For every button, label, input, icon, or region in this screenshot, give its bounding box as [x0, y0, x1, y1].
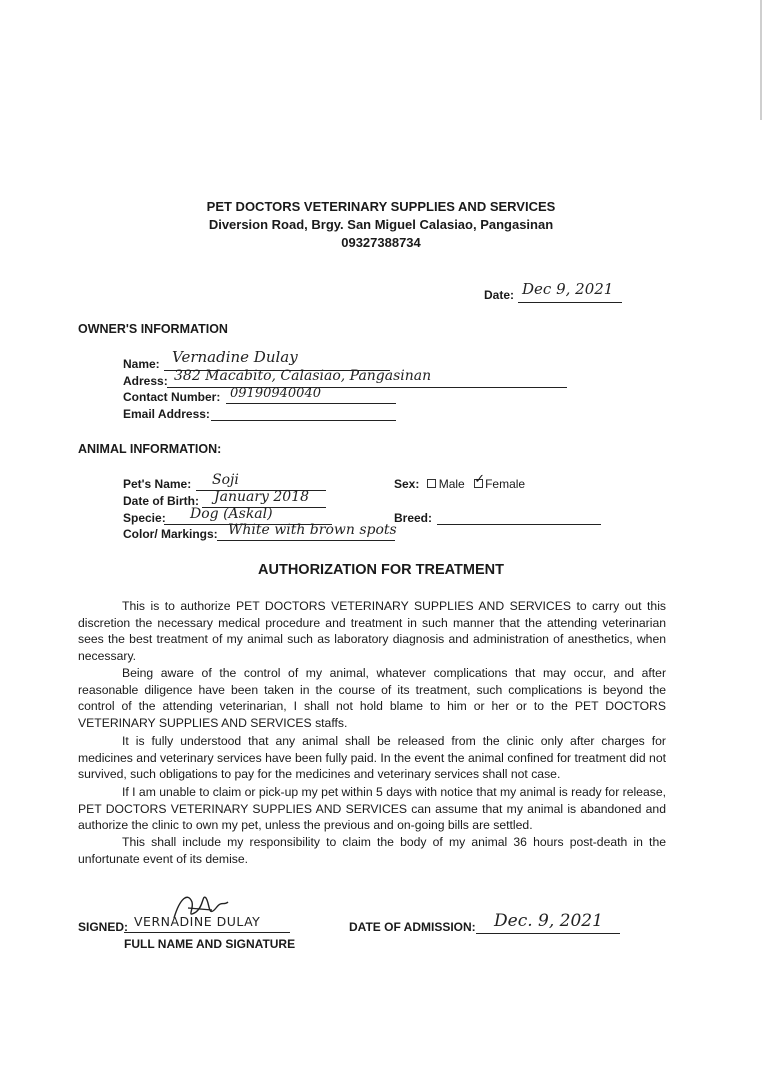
owner-email-label: Email Address: — [123, 407, 210, 421]
owner-contact-line — [226, 403, 396, 404]
owner-address-value: 382 Macabito, Calasiao, Pangasinan — [174, 368, 432, 384]
date-line — [518, 302, 622, 303]
signature-caption: FULL NAME AND SIGNATURE — [124, 937, 296, 951]
date-value: Dec 9, 2021 — [522, 280, 614, 298]
sex-female-label: Female — [485, 477, 526, 491]
authorization-paragraph-5: This shall include my responsibility to claim the body of my animal 36 hours post-death in the unfortunate event of its demise. — [78, 835, 666, 866]
authorization-title: AUTHORIZATION FOR TREATMENT — [258, 562, 504, 578]
authorization-paragraph-4: If I am unable to claim or pick-up my pet within 5 days with notice that my animal is ready for release, PET DOCTORS VETERINARY SUPPLIES AND SERVICES can assume that my animal is abandoned and authorize the clinic to own my pet, unless the previous and on-going bills are settled. — [78, 785, 666, 833]
clinic-name: PET DOCTORS VETERINARY SUPPLIES AND SERVICES — [206, 199, 556, 214]
authorization-paragraph-3: It is fully understood that any animal shall be released from the clinic only after charges for medicines and veterinary services have been fully paid. In the event the animal confined for treatment did not survived, such obligations to pay for the medicines and veterinary services shall not case. — [78, 734, 666, 782]
breed-line — [437, 524, 601, 525]
sex-male-label: Male — [438, 477, 465, 491]
pet-name-label: Pet's Name: — [123, 477, 192, 491]
pet-name-value: Soji — [212, 472, 239, 488]
sex-row — [394, 477, 525, 491]
owner-name-label: Name: — [123, 357, 160, 371]
specie-value: Dog (Askal) — [190, 506, 273, 522]
admission-date-label: DATE OF ADMISSION: — [349, 920, 476, 934]
specie-label: Specie: — [123, 511, 166, 525]
animal-section-title: ANIMAL INFORMATION: — [78, 442, 222, 456]
dob-label: Date of Birth: — [123, 494, 199, 508]
signature-scribble — [166, 888, 236, 928]
dob-value: January 2018 — [214, 489, 310, 505]
color-label: Color/ Markings: — [123, 527, 218, 541]
clinic-phone: 09327388734 — [341, 235, 421, 250]
owner-section-title: OWNER'S INFORMATION — [78, 322, 228, 336]
signed-label: SIGNED: — [78, 920, 129, 934]
sex-male-checkbox[interactable] — [427, 479, 436, 488]
admission-date-line — [476, 933, 620, 934]
color-value: White with brown spots — [228, 522, 397, 538]
signed-line — [124, 932, 290, 933]
color-line — [217, 540, 395, 541]
sex-female-checkbox[interactable] — [474, 479, 483, 488]
owner-contact-label: Contact Number: — [123, 390, 221, 404]
owner-contact-value: 09190940040 — [230, 386, 321, 401]
owner-address-line — [167, 387, 567, 388]
admission-date-value: Dec. 9, 2021 — [494, 911, 603, 931]
owner-email-line — [211, 420, 396, 421]
clinic-address: Diversion Road, Brgy. San Miguel Calasiao, Pangasinan — [208, 217, 554, 232]
signed-name: VERNADINE DULAY — [134, 914, 261, 929]
sex-label: Sex: — [394, 477, 420, 491]
owner-name-value: Vernadine Dulay — [172, 348, 298, 366]
breed-label: Breed: — [394, 511, 433, 525]
owner-address-label: Adress: — [123, 374, 168, 388]
authorization-paragraph-1: This is to authorize PET DOCTORS VETERINARY SUPPLIES AND SERVICES to carry out this discretion the necessary medical procedure and treatment in such manner that the attending veterinarian sees the best treatment of my animal such as laboratory diagnosis and administration of anesthetics, when necessary. — [78, 599, 666, 664]
authorization-paragraph-2: Being aware of the control of my animal, whatever complications that may occur, and after reasonable diligence have been taken in the course of its treatment, such complications is beyond the control of the attending veterinarian, I shall not hold blame to him or her or to the PET DOCTORS VETERINARY SUPPLIES AND SERVICES staffs. — [78, 666, 666, 731]
date-label: Date: — [484, 288, 515, 302]
